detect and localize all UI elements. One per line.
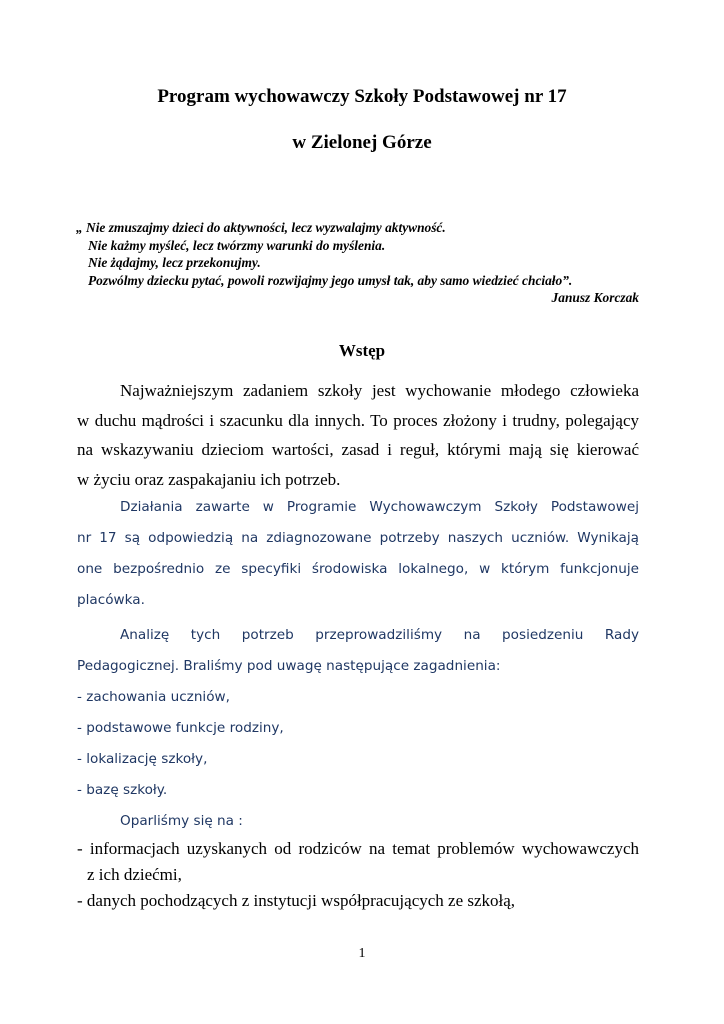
- page-number: 1: [358, 946, 366, 961]
- paragraph-line: na wskazywaniu dzieciom wartości, zasad i reguł, którymi mają się kierować: [77, 440, 639, 459]
- paragraph-line: nr 17 są odpowiedzią na zdiagnozowane potrzeby naszych uczniów. Wynikają: [77, 530, 639, 546]
- needs-paragraph: [77, 492, 639, 616]
- list-item-continuation: z ich dziećmi,: [87, 865, 182, 884]
- paragraph-line: Najważniejszym zadaniem szkoły jest wychowanie młodego człowieka: [120, 381, 639, 400]
- paragraph-line: one bezpośrednio ze specyfiki środowiska lokalnego, w którym funkcjonuje: [77, 561, 639, 577]
- intro-paragraph: [77, 376, 639, 494]
- epigraph-quote: [76, 219, 639, 307]
- paragraph-line: Analizę tych potrzeb przeprowadziliśmy na posiedzeniu Rady: [120, 627, 639, 643]
- paragraph-line: w duchu mądrości i szacunku dla innych. To proces złożony i trudny, polegający: [77, 410, 639, 430]
- list-item: - zachowania uczniów,: [77, 689, 230, 705]
- paragraph-line: placówka.: [77, 592, 145, 608]
- sources-list: [77, 836, 639, 914]
- quote-line: Nie żądajmy, lecz przekonujmy.: [88, 255, 261, 270]
- list-item: - lokalizację szkoły,: [77, 751, 208, 767]
- section-heading: Wstęp: [338, 341, 386, 360]
- paragraph-line: w życiu oraz zaspakajaniu ich potrzeb.: [77, 469, 341, 489]
- paragraph-line: Działania zawarte w Programie Wychowawczym Szkoły Podstawowej: [120, 499, 639, 515]
- list-item: - informacjach uzyskanych od rodziców na temat problemów wychowawczych: [77, 839, 639, 858]
- quote-line: „ Nie zmuszajmy dzieci do aktywności, lecz wyzwalajmy aktywność.: [76, 220, 446, 235]
- document-title-line-2: w Zielonej Górze: [292, 132, 432, 153]
- quote-line: Nie każmy myśleć, lecz twórzmy warunki do myślenia.: [88, 237, 386, 253]
- document-title-line-1: Program wychowawczy Szkoły Podstawowej nr 17: [157, 86, 567, 107]
- paragraph-line: Pedagogicznej. Braliśmy pod uwagę następujące zagadnienia:: [77, 658, 501, 674]
- analysis-paragraph: [77, 620, 639, 837]
- list-item: - bazę szkoły.: [77, 782, 168, 798]
- lead-line: Oparliśmy się na :: [120, 813, 243, 829]
- quote-line: Pozwólmy dziecku pytać, powoli rozwijajmy jego umysł tak, aby samo wiedzieć chciało”.: [88, 272, 573, 288]
- list-item: - podstawowe funkcje rodziny,: [77, 720, 284, 736]
- list-item: - danych pochodzących z instytucji współpracujących ze szkołą,: [77, 891, 516, 910]
- quote-author: Janusz Korczak: [551, 290, 639, 305]
